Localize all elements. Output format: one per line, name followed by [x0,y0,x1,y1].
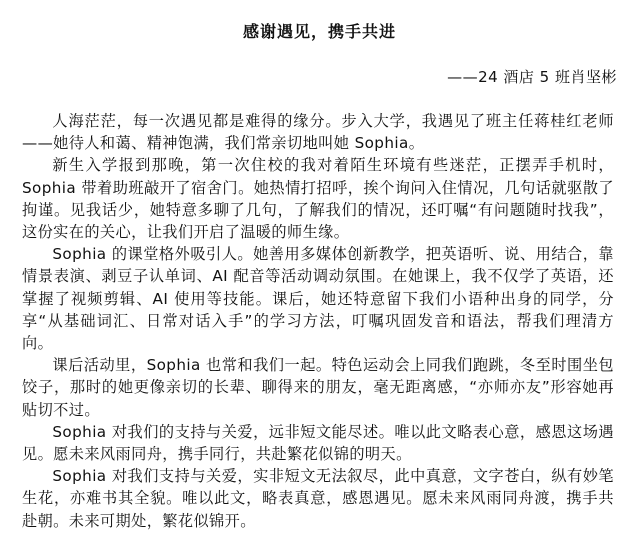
document-body [22,110,614,532]
document-title: 感谢遇见，携手共进 [242,22,396,41]
paragraph: 课后活动里，Sophia 也常和我们一起。特色运动会上同我们跑跳，冬至时围坐包饺子，那时的她更像亲切的长辈、聊得来的朋友，毫无距离感，“亦师亦友”形容她再贴切不过。 [22,356,614,419]
paragraph: 人海茫茫，每一次遇见都是难得的缘分。步入大学，我遇见了班主任蒋桂红老师——她待人和蔼、精神饱满，我们常亲切地叫她 Sophia。 [22,112,614,153]
paragraph: Sophia 的课堂格外吸引人。她善用多媒体创新教学，把英语听、说、用结合，靠情景表演、剥豆子认单词、AI 配音等活动调动氛围。在她课上，我不仅学了英语，还掌握了视频剪辑、AI 使用等技能。课后，她还特意留下我们小语种出身的同学，分享“从基础词汇、日常对话入手”的学习方法，叮嘱巩固发音和语法，帮我们理清方向。 [22,245,614,353]
paragraph: 新生入学报到那晚，第一次住校的我对着陌生环境有些迷茫，正摆弄手机时，Sophia 带着助班敲开了宿舍门。她热情打招呼，挨个询问入住情况，几句话就驱散了拘谨。见我话少，她特意多聊了几句，了解我们的情况，还叮嘱“有问题随时找我”，这份实在的关心，让我们开启了温暖的师生缘。 [22,156,614,242]
paragraph: Sophia 对我们的支持与关爱，远非短文能尽述。唯以此文略表心意，感恩这场遇见。愿未来风雨同舟，携手同行，共赴繁花似锦的明天。 [22,422,614,464]
author-byline: ——24 酒店 5 班肖坚彬 [447,68,617,86]
paragraph: Sophia 对我们支持与关爱，实非短文无法叙尽，此中真意，文字苍白，纵有妙笔生花，亦难书其全貌。唯以此文，略表真意，感恩遇见。愿未来风雨同舟渡，携手共赴朝。未来可期处，繁花似锦开。 [22,467,614,530]
